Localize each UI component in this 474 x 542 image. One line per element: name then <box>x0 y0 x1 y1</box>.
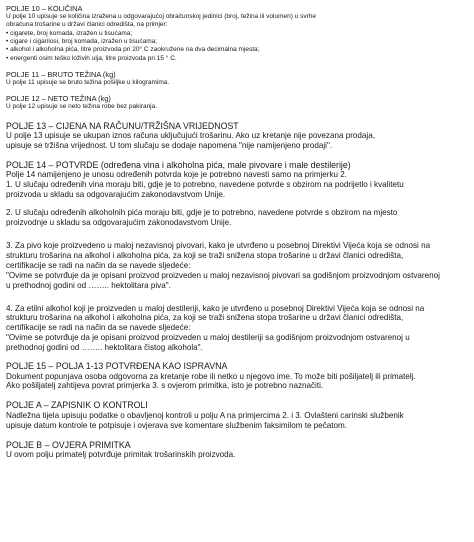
section-4 <box>6 160 468 200</box>
paragraph-line: U polje 13 upisuje se ukupan iznos računa uključujući trošarinu. Ako uz kretanje nije povezana prodaja, <box>6 131 375 141</box>
section-heading: POLJE 13 – CIJENA NA RAČUNU/TRŽIŠNA VRIJEDNOST <box>6 120 239 131</box>
paragraph-line: certifikacije se radi na način da se navede sljedeće: <box>6 323 191 333</box>
document-page <box>6 4 468 460</box>
section-heading: POLJE 14 – POTVRDE (određena vina i alkoholna pića, male pivovare i male destilerije) <box>6 159 351 170</box>
section-heading: POLJE B – OVJERA PRIMITKA <box>6 439 131 450</box>
section-5 <box>6 208 468 228</box>
paragraph-line: upisuje datum kontrole te potpisuje i ovjerava sve komentare službenim faksimilom te pečatom. <box>6 420 348 430</box>
section-9 <box>6 400 468 430</box>
paragraph-line: 1. U slučaju određenih vina moraju biti, gdje je to potrebno, navedene potvrde s obzirom na podrijetlo i kvalitetu <box>6 180 404 190</box>
section-heading: POLJE A – ZAPISNIK O KONTROLI <box>6 400 148 411</box>
paragraph-line: Ako pošiljatelj zahtijeva povrat primjerka 3. s ovjerom primitka, isto je potrebno naznačiti. <box>6 381 324 391</box>
paragraph-line: • energenti osim teško loživih ulja, litre proizvoda pri 15 ° C. <box>6 54 177 62</box>
section-8 <box>6 361 468 391</box>
section-6 <box>6 241 468 291</box>
paragraph-line: proizvoda u skladu sa odgovarajućim zakonodavstvom Unije. <box>6 190 226 200</box>
paragraph-line: u prethodnoj godini od …….. hektolitara piva". <box>6 280 171 290</box>
paragraph-line: Polje 14 namijenjeno je unosu određenih potvrda koje je potrebno navesti samo na primjerku 2. <box>6 170 348 180</box>
section-heading: POLJE 15 – POLJA 1-13 POTVRĐENA KAO ISPRAVNA <box>6 361 228 372</box>
section-0 <box>6 4 468 63</box>
paragraph-line: "Ovime se potvrđuje da je opisani proizvod proizveden u maloj nezavisnoj pivovari sa godišnjom proizvodnjom ostvarenoj <box>6 270 440 280</box>
paragraph-line: 3. Za pivo koje proizvedeno u maloj nezavisnoj pivovari, kako je utvrđeno u posebnoj Direktivi Vijeća koja se odnosi na <box>6 241 431 250</box>
paragraph-line: • alkohol i alkoholna pića, litre proizvoda pri 20° C zaokružene na dva decimalna mjesta; <box>6 46 260 54</box>
paragraph-line: Dokument popunjava osoba odgovorna za kretanje robe ili netko u njegovo ime. To može biti pošiljatelj ili primatelj. <box>6 371 416 381</box>
paragraph-line: strukturu trošarina na alkohol i alkoholna pića, za koji se traži snižena stopa trošarine u državi članici odredišta, <box>6 250 404 260</box>
paragraph-line: U polje 11 upisuje se bruto težina pošiljke u kilogramima. <box>6 78 170 86</box>
paragraph-line: U ovom polju primatelj potvrđuje primitak trošarinskih proizvoda. <box>6 450 236 460</box>
paragraph-line: • cigare i cigarilosi, broj komada, izražen u tisućama; <box>6 37 158 45</box>
paragraph-line: U polje 10 upisuje se količina izražena u odgovarajućoj obračunskoj jedinici (broj, težina ili volumen) u svrhe <box>6 13 316 21</box>
section-heading: POLJE 10 – KOLIČINA <box>6 4 83 13</box>
section-heading: POLJE 12 – NETO TEŽINA (kg) <box>6 94 111 104</box>
section-heading: POLJE 11 – BRUTO TEŽINA (kg) <box>6 69 116 79</box>
paragraph-line: 4. Za etilni alkohol koji je proizveden u maloj destileriji, kako je utvrđeno u posebnoj Direktivi Vijeća koja se odnosi na <box>6 303 425 313</box>
section-10 <box>6 440 468 460</box>
paragraph-line: • cigarete, broj komada, izražen u tisućama; <box>6 29 133 37</box>
paragraph-line: certifikacije se radi na način da se navede sljedeće: <box>6 260 191 270</box>
section-2 <box>6 94 468 111</box>
section-7 <box>6 304 468 354</box>
paragraph-line: obračuna trošarine u državi članici odredišta, na primjer: <box>6 21 168 29</box>
paragraph-line: proizvodnje u skladu sa odgovarajućim zakonodavstvom Unije. <box>6 218 232 228</box>
section-3 <box>6 121 468 151</box>
paragraph-line: upisuje se tržišna vrijednost. U tom slučaju se dodaje napomena "nije namijenjeno prodaji". <box>6 141 333 151</box>
paragraph-line: "Ovime se potvrđuje da je opisani proizvod proizveden u maloj destileriji sa godišnjom proizvodnjom ostvarenoj u <box>6 333 410 343</box>
paragraph-line: prethodnoj godini od …….. hektolitara čistog alkohola". <box>6 343 203 353</box>
paragraph-line: strukturu trošarina na alkohol i alkoholna pića, za koji se traži snižena stopa trošarine u državi članici odredišta, <box>6 313 404 323</box>
section-1 <box>6 70 468 87</box>
paragraph-line: 2. U slučaju određenih alkoholnih pića moraju biti, gdje je to potrebno, navedene potvrde s obzirom na mjesto <box>6 208 398 218</box>
paragraph-line: Nadležna tijela upisuju podatke o obavljenoj kontroli u polju A na primjercima 2. i 3. Ovlašteni carinski službenik <box>6 410 404 420</box>
paragraph-line: U polje 12 upisuje se neto težina robe bez pakiranja. <box>6 103 158 111</box>
